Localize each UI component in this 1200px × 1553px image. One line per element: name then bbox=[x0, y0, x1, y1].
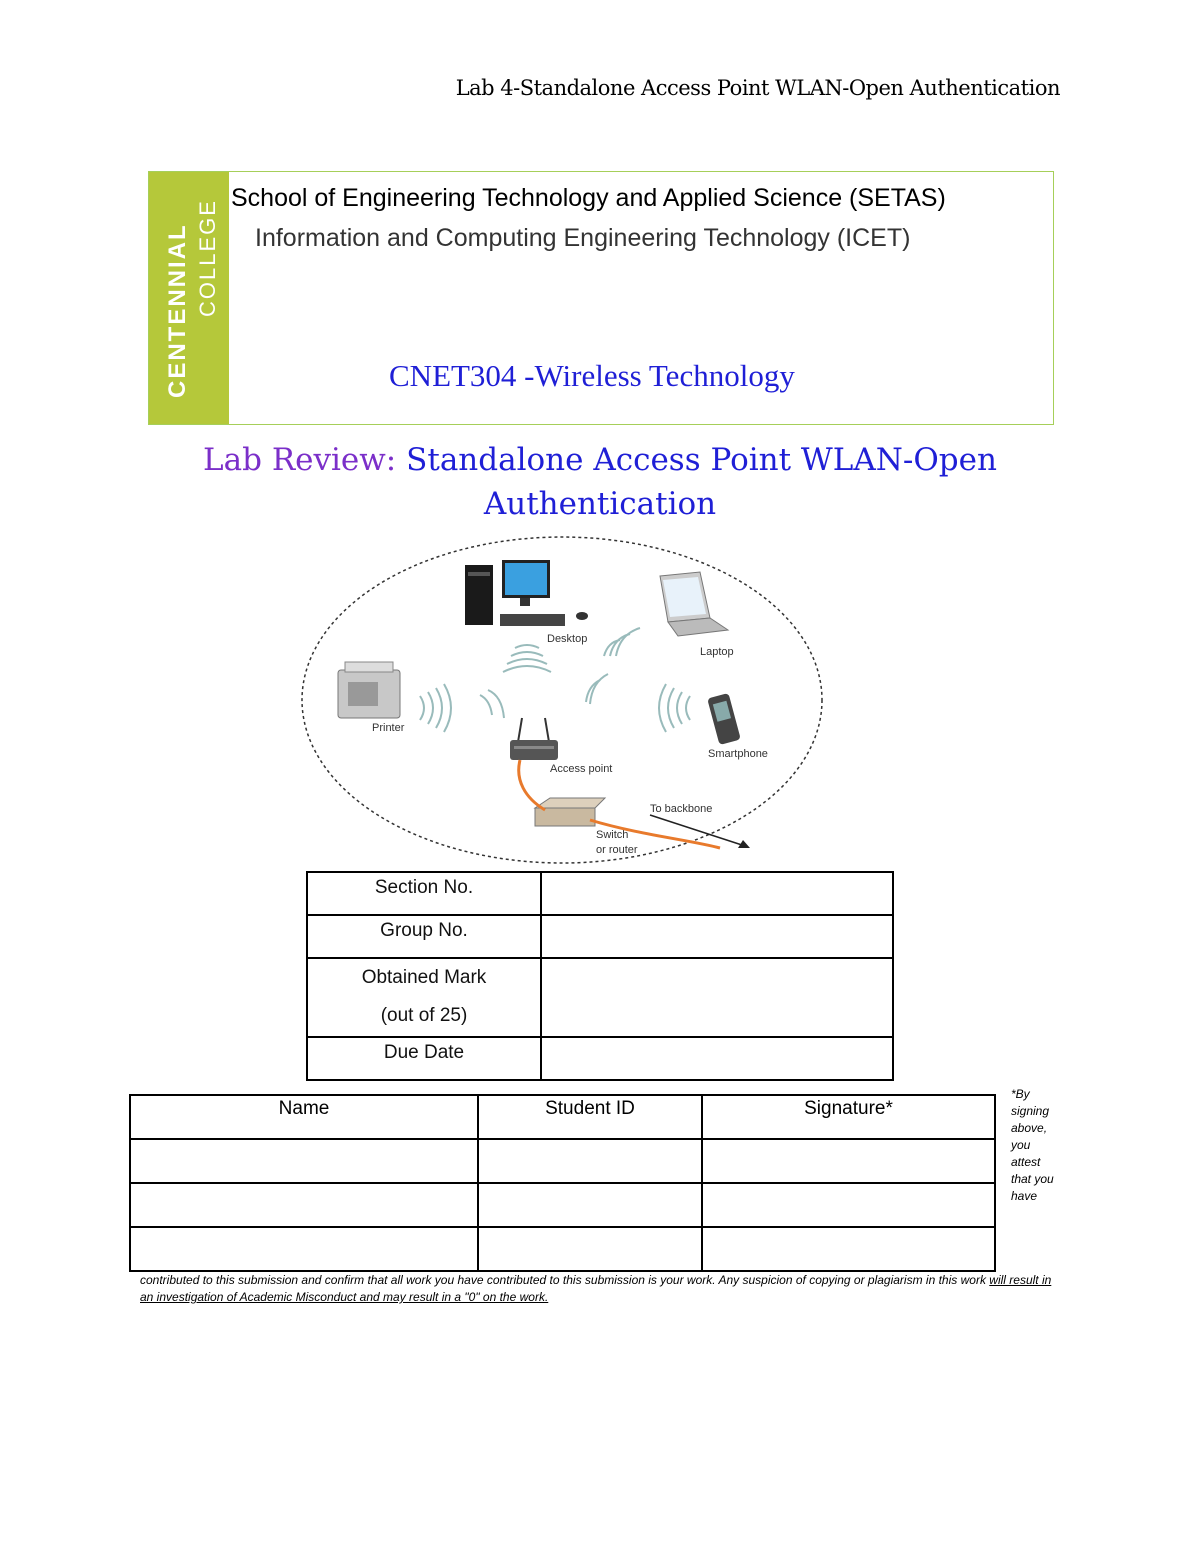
ap-cable bbox=[519, 760, 545, 810]
section-value-cell[interactable] bbox=[541, 872, 893, 915]
group-label: Group No. bbox=[307, 915, 541, 958]
mark-value-cell[interactable] bbox=[541, 958, 893, 1037]
lab-title-line-2: Authentication bbox=[483, 486, 717, 522]
student-table bbox=[129, 1094, 996, 1272]
due-date-label: Due Date bbox=[307, 1037, 541, 1080]
printer-icon bbox=[338, 662, 400, 718]
student-id-cell[interactable] bbox=[478, 1183, 702, 1227]
signature-note-bottom bbox=[140, 1272, 1060, 1306]
name-cell[interactable] bbox=[130, 1183, 478, 1227]
lab-title-prefix: Lab Review: bbox=[203, 442, 397, 478]
switch-label-1: Switch bbox=[596, 829, 629, 841]
name-cell[interactable] bbox=[130, 1227, 478, 1271]
lab-title-line-1: Standalone Access Point WLAN-Open bbox=[406, 442, 997, 478]
logo-word-college: COLLEGE bbox=[195, 199, 220, 317]
backbone-arrow bbox=[650, 815, 745, 846]
college-logo bbox=[149, 172, 229, 424]
lab-title bbox=[0, 438, 1200, 526]
student-id-header: Student ID bbox=[478, 1095, 702, 1139]
signature-note-warning: will result in an investigation of Academic Misconduct and may result in a "0" on the work. bbox=[140, 1273, 1052, 1304]
table-row bbox=[130, 1139, 995, 1183]
signature-cell[interactable] bbox=[702, 1139, 995, 1183]
desktop-label: Desktop bbox=[547, 633, 588, 645]
mark-label-line-1: Obtained Mark bbox=[361, 967, 487, 988]
wlan-diagram bbox=[300, 530, 860, 870]
signature-cell[interactable] bbox=[702, 1227, 995, 1271]
school-name: School of Engineering Technology and Applied Science (SETAS) bbox=[231, 184, 946, 212]
table-row bbox=[130, 1227, 995, 1271]
signature-cell[interactable] bbox=[702, 1183, 995, 1227]
access-point-label: Access point bbox=[550, 763, 613, 775]
backbone-label: To backbone bbox=[650, 803, 713, 815]
access-point-icon bbox=[510, 718, 558, 760]
logo-word-centennial: CENTENNIAL bbox=[164, 223, 191, 398]
smartphone-icon bbox=[707, 693, 741, 745]
signature-header: Signature* bbox=[702, 1095, 995, 1139]
course-title: CNET304 -Wireless Technology bbox=[389, 358, 795, 393]
desktop-icon bbox=[465, 560, 588, 626]
student-id-cell[interactable] bbox=[478, 1227, 702, 1271]
printer-label: Printer bbox=[372, 722, 405, 734]
table-row bbox=[130, 1183, 995, 1227]
mark-label bbox=[307, 958, 541, 1037]
mark-label-line-2: (out of 25) bbox=[380, 1005, 468, 1026]
name-header: Name bbox=[130, 1095, 478, 1139]
due-date-value-cell[interactable] bbox=[541, 1037, 893, 1080]
signature-note-main: contributed to this submission and confirm that all work you have contributed to this submission is your work. Any suspicion of copying or plagiarism in this work bbox=[140, 1273, 990, 1287]
smartphone-label: Smartphone bbox=[708, 748, 768, 760]
department-name: Information and Computing Engineering Technology (ICET) bbox=[255, 224, 911, 252]
lab-info-table bbox=[306, 871, 894, 1081]
student-id-cell[interactable] bbox=[478, 1139, 702, 1183]
section-label: Section No. bbox=[307, 872, 541, 915]
running-header: Lab 4-Standalone Access Point WLAN-Open Authentication bbox=[455, 76, 1060, 100]
group-value-cell[interactable] bbox=[541, 915, 893, 958]
laptop-icon bbox=[660, 572, 728, 636]
college-banner bbox=[148, 171, 1054, 425]
signature-note-side: *By signing above, you attest that you have bbox=[1011, 1087, 1054, 1203]
name-cell[interactable] bbox=[130, 1139, 478, 1183]
switch-label-2: or router bbox=[596, 844, 638, 856]
laptop-label: Laptop bbox=[700, 646, 734, 658]
